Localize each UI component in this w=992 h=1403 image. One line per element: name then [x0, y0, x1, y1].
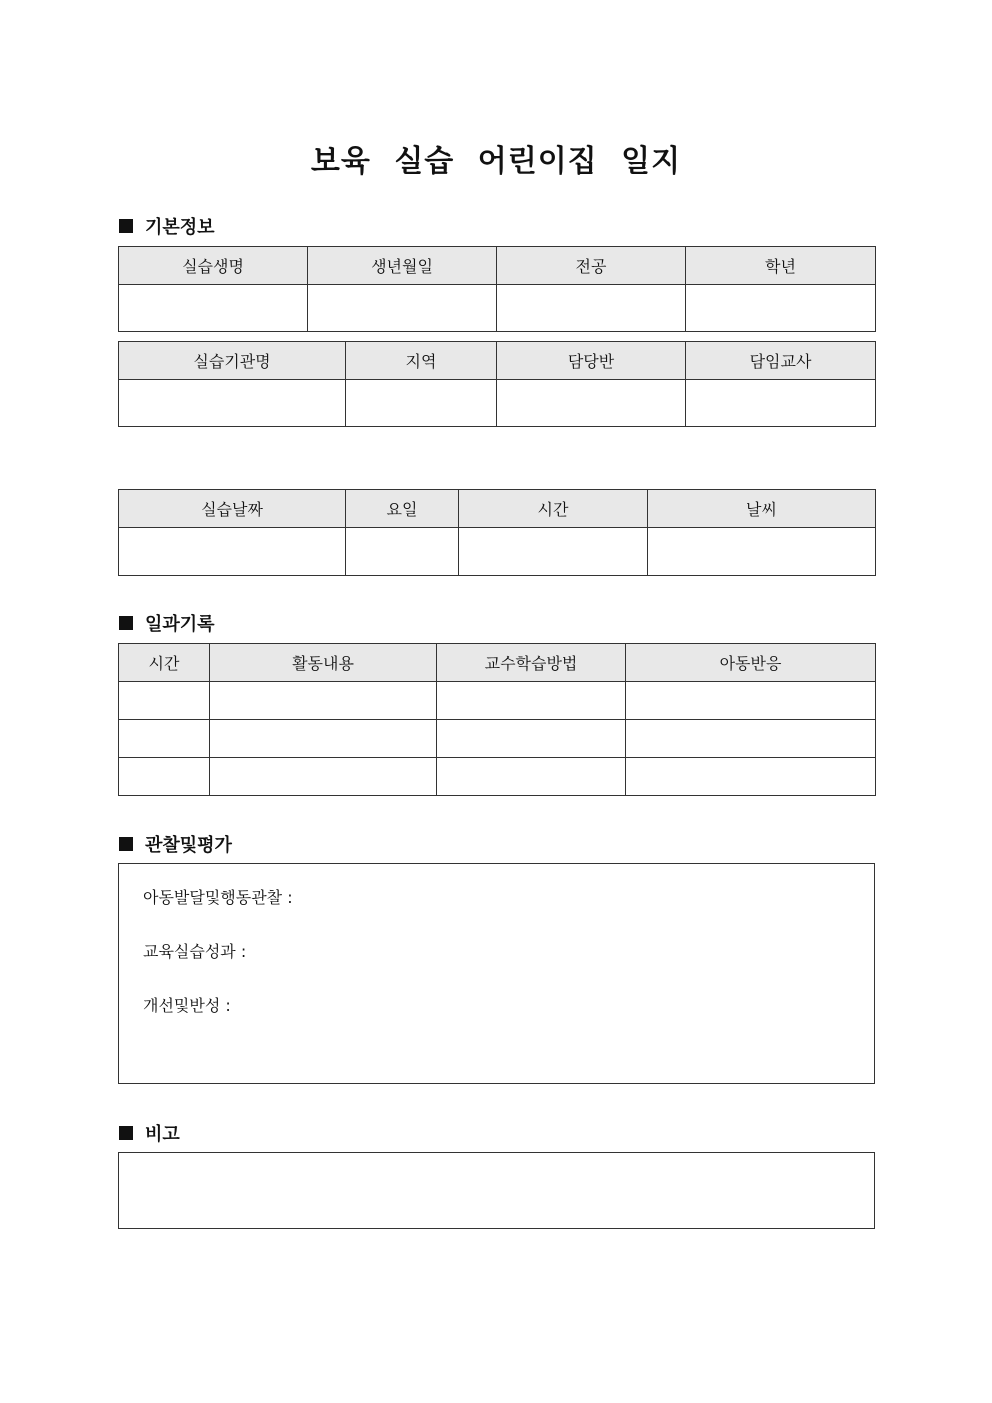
header-homeroom-teacher: 담임교사	[686, 342, 876, 380]
header-class: 담당반	[497, 342, 686, 380]
cell-time[interactable]	[119, 682, 210, 720]
header-weather: 날씨	[648, 490, 876, 528]
section-heading-label: 비고	[145, 1124, 180, 1145]
table-row	[119, 758, 876, 796]
field-time[interactable]	[459, 528, 648, 576]
field-class[interactable]	[497, 380, 686, 427]
observation-practice-outcome-label: 교육실습성과 :	[143, 942, 247, 961]
section-heading-label: 관찰및평가	[145, 835, 232, 856]
cell-activity[interactable]	[210, 720, 437, 758]
cell-activity[interactable]	[210, 758, 437, 796]
page-title: 보육 실습 어린이집 일지	[310, 144, 682, 179]
daily-record-table	[118, 643, 876, 796]
basic-info-table-2	[118, 341, 876, 427]
table-row	[119, 682, 876, 720]
field-birthdate[interactable]	[308, 285, 497, 332]
header-weekday: 요일	[346, 490, 459, 528]
header-activity: 활동내용	[210, 644, 437, 682]
table-row	[119, 720, 876, 758]
square-bullet-icon	[119, 837, 133, 851]
header-grade: 학년	[686, 247, 876, 285]
square-bullet-icon	[119, 219, 133, 233]
field-grade[interactable]	[686, 285, 876, 332]
header-region: 지역	[346, 342, 497, 380]
header-birthdate: 생년월일	[308, 247, 497, 285]
cell-teaching-method[interactable]	[437, 720, 626, 758]
field-major[interactable]	[497, 285, 686, 332]
field-region[interactable]	[346, 380, 497, 427]
basic-info-table-1	[118, 246, 876, 332]
square-bullet-icon	[119, 1126, 133, 1140]
observation-reflection-label: 개선및반성 :	[143, 996, 231, 1015]
header-practice-date: 실습날짜	[119, 490, 346, 528]
cell-teaching-method[interactable]	[437, 682, 626, 720]
section-heading-label: 일과기록	[145, 614, 215, 635]
field-weather[interactable]	[648, 528, 876, 576]
practice-date-table	[118, 489, 876, 576]
observation-child-development-label: 아동발달및행동관찰 :	[143, 888, 293, 907]
header-time: 시간	[459, 490, 648, 528]
section-heading-observation	[119, 831, 232, 857]
section-heading-daily	[119, 610, 215, 636]
section-heading-remarks	[119, 1120, 180, 1146]
field-trainee-name[interactable]	[119, 285, 308, 332]
field-weekday[interactable]	[346, 528, 459, 576]
header-time: 시간	[119, 644, 210, 682]
header-trainee-name: 실습생명	[119, 247, 308, 285]
cell-time[interactable]	[119, 720, 210, 758]
field-institution-name[interactable]	[119, 380, 346, 427]
remarks-box[interactable]	[118, 1152, 875, 1229]
cell-child-response[interactable]	[626, 682, 876, 720]
field-homeroom-teacher[interactable]	[686, 380, 876, 427]
cell-time[interactable]	[119, 758, 210, 796]
header-child-response: 아동반응	[626, 644, 876, 682]
square-bullet-icon	[119, 616, 133, 630]
header-major: 전공	[497, 247, 686, 285]
cell-child-response[interactable]	[626, 720, 876, 758]
field-practice-date[interactable]	[119, 528, 346, 576]
section-heading-label: 기본정보	[145, 217, 215, 238]
observation-box[interactable]	[118, 863, 875, 1084]
cell-child-response[interactable]	[626, 758, 876, 796]
section-heading-basic	[119, 213, 215, 239]
cell-teaching-method[interactable]	[437, 758, 626, 796]
header-institution-name: 실습기관명	[119, 342, 346, 380]
header-teaching-method: 교수학습방법	[437, 644, 626, 682]
cell-activity[interactable]	[210, 682, 437, 720]
